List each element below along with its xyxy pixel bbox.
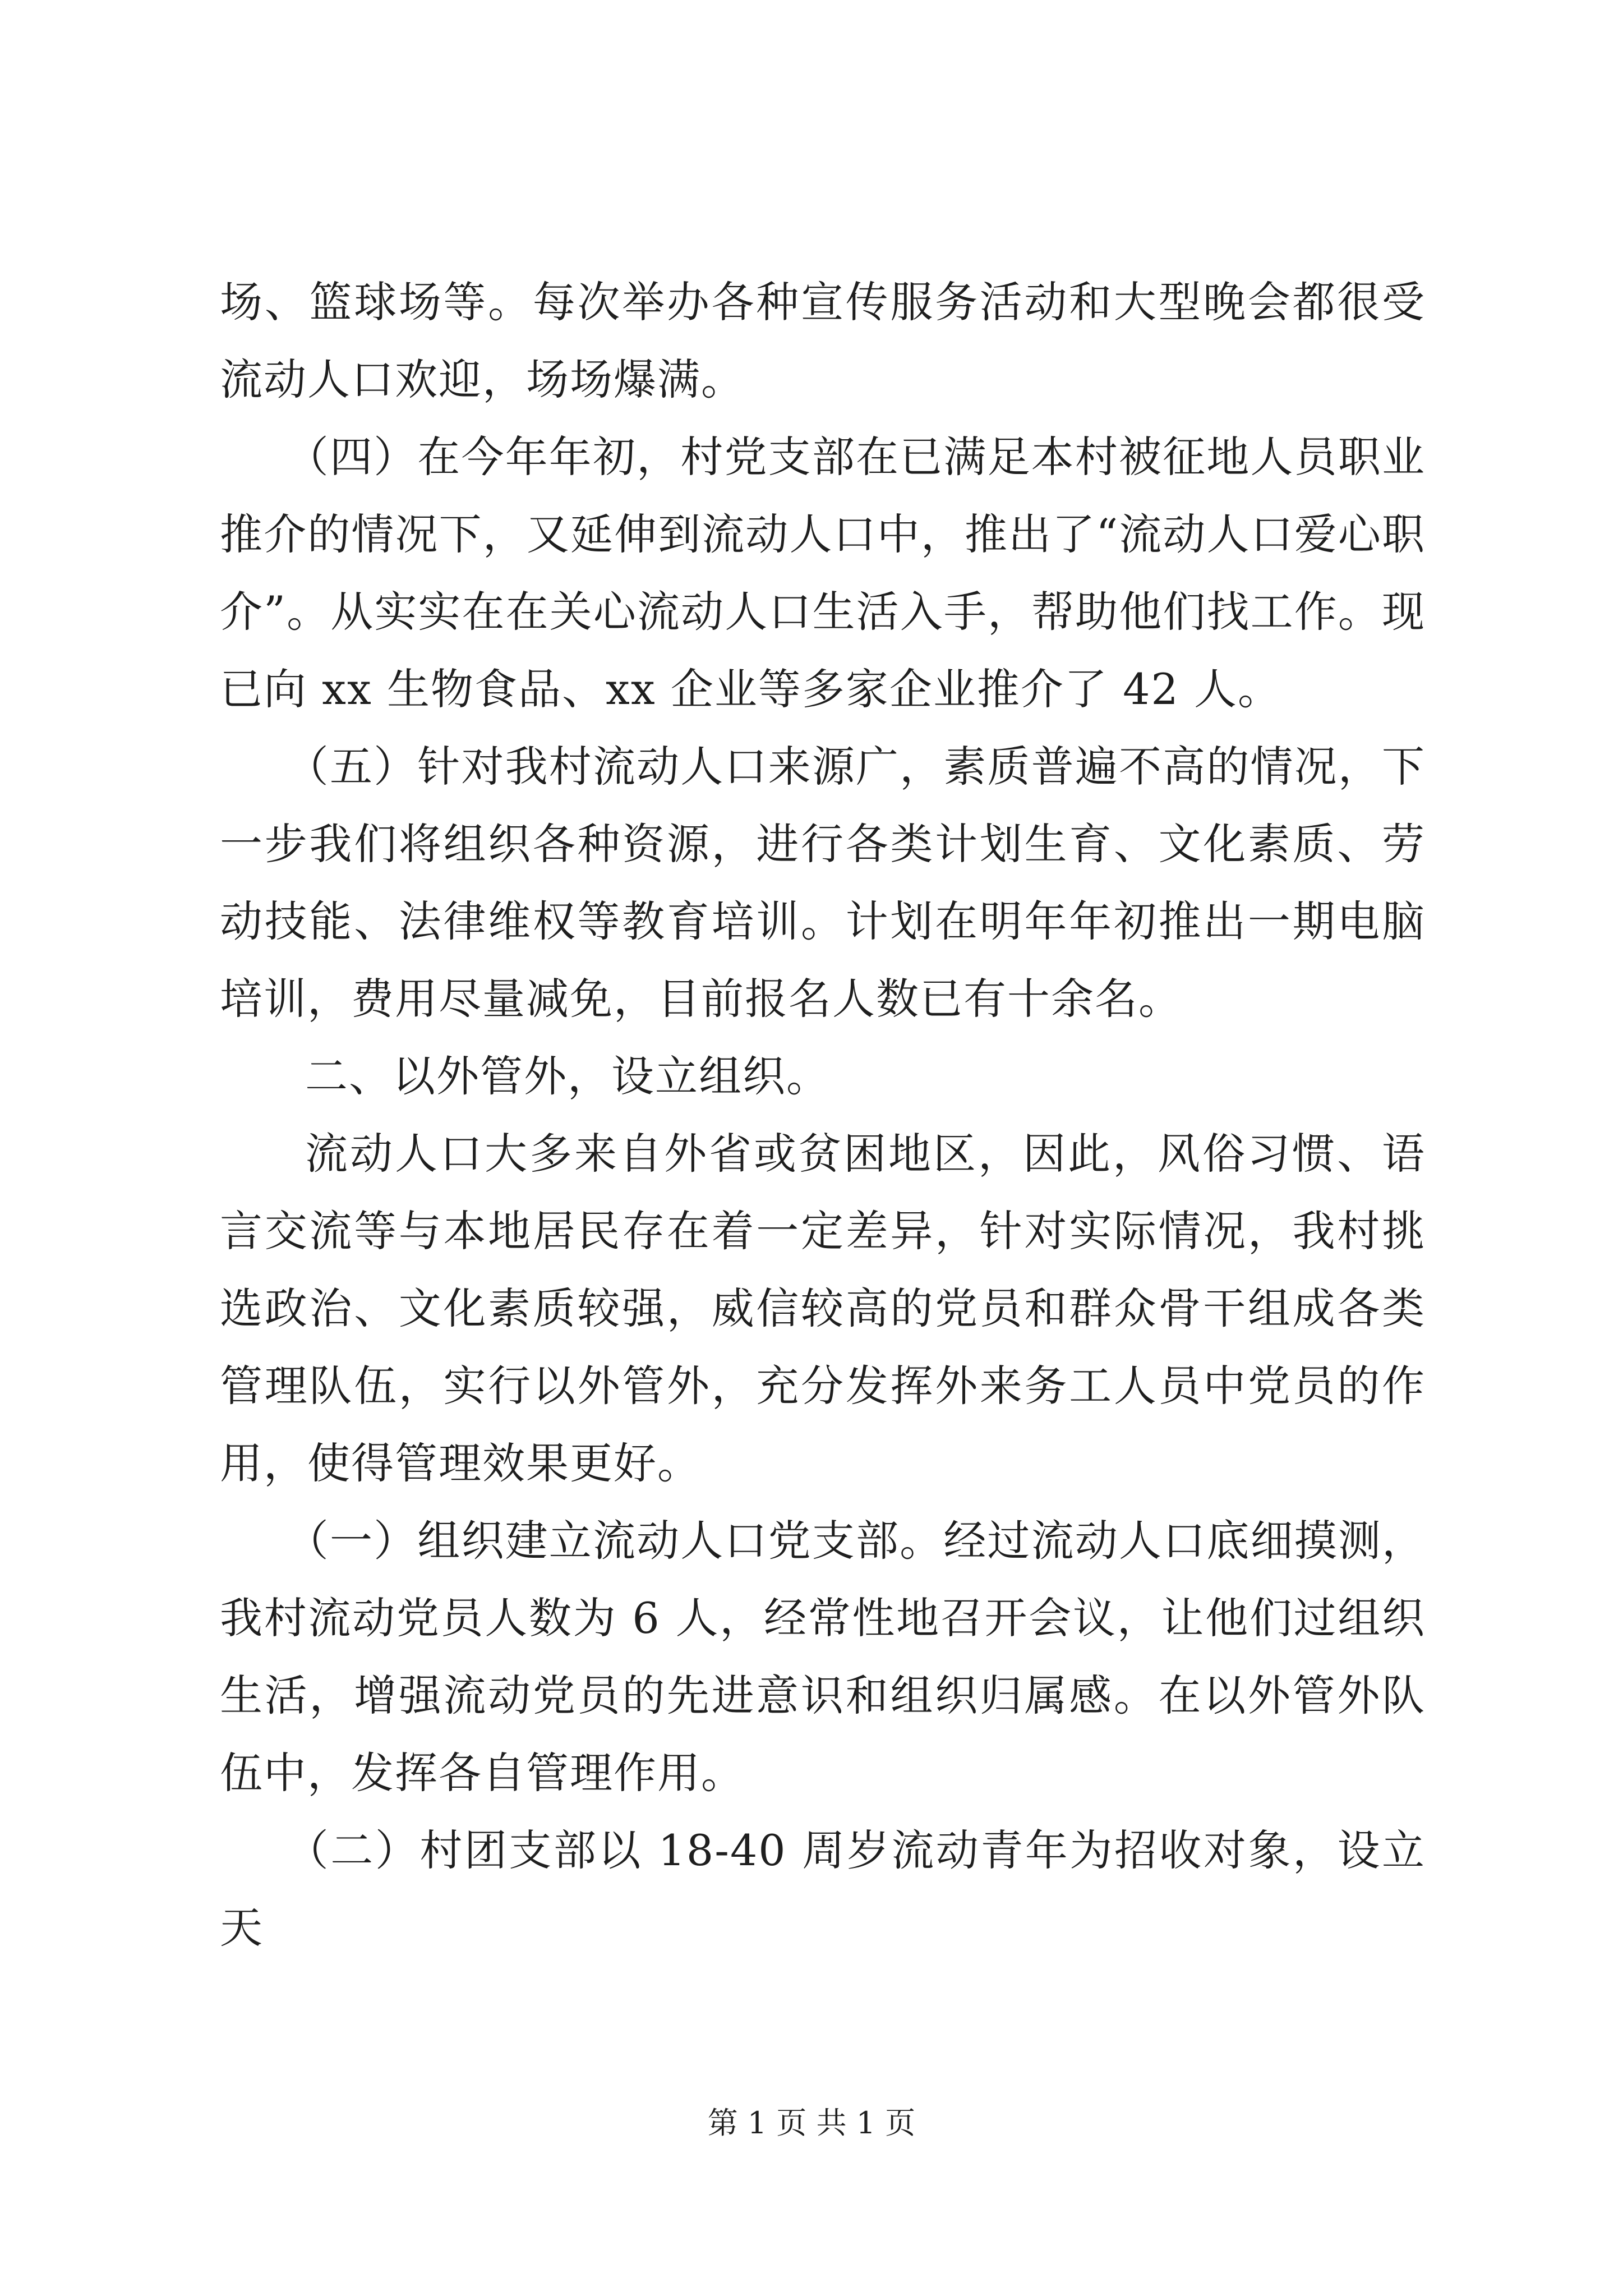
paragraph-continuation: 场、篮球场等。每次举办各种宣传服务活动和大型晚会都很受流动人口欢迎，场场爆满。 — [220, 277, 1426, 404]
page-footer: 第 1 页 共 1 页 — [707, 2105, 916, 2141]
paragraph-item-four: （四）在今年年初，村党支部在已满足本村被征地人员职业推介的情况下，又延伸到流动人口中，推出了“流动人口爱心职介”。从实实在在关心流动人口生活入手，帮助他们找工作。现已向 xx 生物食品、xx 企业等多家企业推介了 42 人。 — [220, 432, 1426, 714]
paragraph-item-two: （二）村团支部以 18-40 周岁流动青年为招收对象，设立天 — [220, 1825, 1426, 1953]
paragraph-section-intro: 流动人口大多来自外省或贫困地区，因此，风俗习惯、语言交流等与本地居民存在着一定差异，针对实际情况，我村挑选政治、文化素质较强，威信较高的党员和群众骨干组成各类管理队伍，实行以外管外，充分发挥外来务工人员中党员的作用，使得管理效果更好。 — [220, 1129, 1426, 1488]
document-body — [220, 264, 1426, 1967]
paragraph-item-one: （一）组织建立流动人口党支部。经过流动人口底细摸测，我村流动党员人数为 6 人，经常性地召开会议，让他们过组织生活，增强流动党员的先进意识和组织归属感。在以外管外队伍中，发挥各自管理作用。 — [220, 1516, 1426, 1798]
paragraph-item-five: （五）针对我村流动人口来源广，素质普遍不高的情况，下一步我们将组织各种资源，进行各类计划生育、文化素质、劳动技能、法律维权等教育培训。计划在明年年初推出一期电脑培训，费用尽量减免，目前报名人数已有十余名。 — [220, 742, 1426, 1024]
section-heading-two: 二、以外管外，设立组织。 — [305, 1051, 830, 1101]
